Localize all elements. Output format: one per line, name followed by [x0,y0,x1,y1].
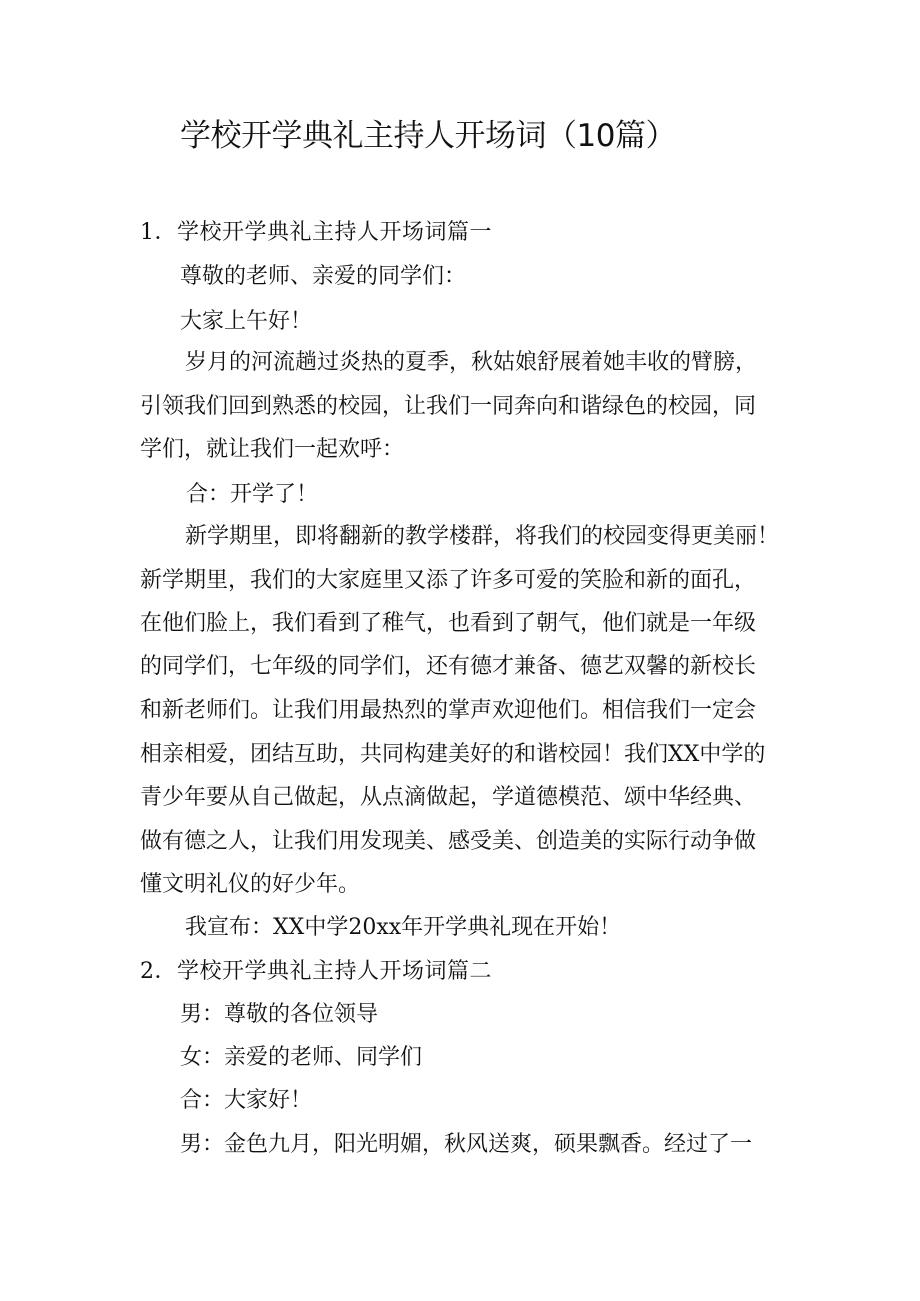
section-heading-2: 2．学校开学典礼主持人开场词篇二 [140,959,492,984]
hello-line: 大家上午好！ [180,309,313,334]
dialogue-line: 女：亲爱的老师、同学们 [180,1045,423,1070]
paragraph-line: 岁月的河流趟过炎热的夏季，秋姑娘舒展着她丰收的臂膀， [185,350,758,375]
paragraph-line: 新学期里，即将翻新的教学楼群，将我们的校园变得更美丽！ [185,524,780,549]
dialogue-line: 男：尊敬的各位领导 [180,1002,379,1027]
paragraph-line: 青少年要从自己做起，从点滴做起，学道德模范、颂中华经典、 [140,785,757,810]
paragraph-line: 引领我们回到熟悉的校园，让我们一同奔向和谐绿色的校园，同 [140,394,757,419]
section-heading-1: 1．学校开学典礼主持人开场词篇一 [140,220,492,245]
paragraph-line: 做有德之人，让我们用发现美、感受美、创造美的实际行动争做 [140,829,757,854]
greeting-line: 尊敬的老师、亲爱的同学们： [180,264,467,289]
together-line: 合：开学了！ [186,482,319,507]
paragraph-line: 新学期里，我们的大家庭里又添了许多可爱的笑脸和新的面孔， [140,568,757,593]
paragraph-line: 的同学们，七年级的同学们，还有德才兼备、德艺双馨的新校长 [140,654,757,679]
paragraph-line: 懂文明礼仪的好少年。 [140,872,361,897]
dialogue-line: 男：金色九月，阳光明媚，秋风送爽，硕果飘香。经过了一 [180,1132,753,1157]
announcement-line: 我宣布：XX中学20xx年开学典礼现在开始！ [185,915,622,940]
paragraph-line: 学们，就让我们一起欢呼： [140,437,405,462]
paragraph-line: 在他们脸上，我们看到了稚气，也看到了朝气，他们就是一年级 [140,611,757,636]
document-title: 学校开学典礼主持人开场词（10篇） [180,118,676,154]
paragraph-line: 相亲相爱，团结互助，共同构建美好的和谐校园！我们XX中学的 [140,742,766,767]
dialogue-line: 合：大家好！ [180,1088,313,1113]
paragraph-line: 和新老师们。让我们用最热烈的掌声欢迎他们。相信我们一定会 [140,698,757,723]
